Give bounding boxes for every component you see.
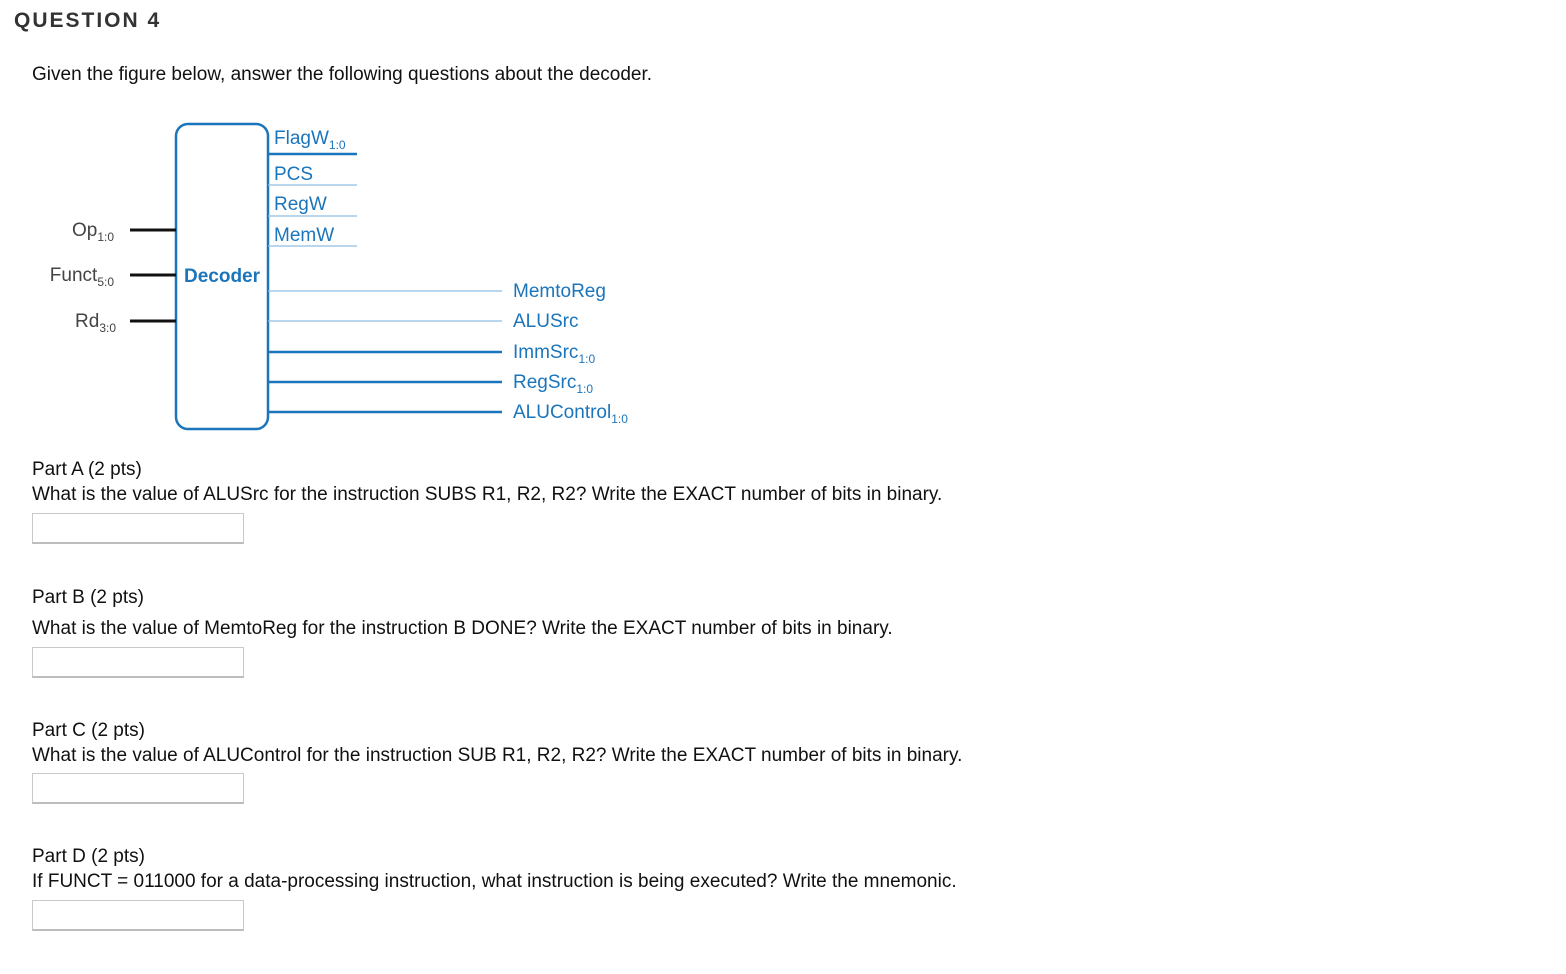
part-c-answer-input[interactable] [32,773,244,804]
part-b-answer-input[interactable] [32,647,244,678]
question-intro: Given the figure below, answer the following questions about the decoder. [32,64,653,85]
part-a-heading: Part A (2 pts) [32,459,142,480]
part-b-heading: Part B (2 pts) [32,587,144,608]
output-label-alusrc: ALUSrc [513,311,579,332]
output-label-alucontrol: ALUControl$_{1:0}$ [513,402,628,426]
question-title: QUESTION 4 [14,9,162,32]
part-d-heading: Part D (2 pts) [32,846,145,867]
input-label-funct: Funct$_{5:0}$ [49,265,114,289]
output-label-regsrc: RegSrc$_{1:0}$ [513,372,594,396]
input-label-op: $Op_{1:0}$ [71,220,114,244]
output-label-pcs: PCS [274,164,314,185]
part-a-question: What is the value of ALUSrc for the instruction SUBS R1, R2, R2? Write the EXACT number of bits in binary. [32,484,943,505]
part-a-answer-input[interactable] [32,513,244,544]
part-b-question: What is the value of MemtoReg for the instruction B DONE? Write the EXACT number of bits in binary. [32,618,893,639]
part-d-question: If FUNCT = 011000 for a data-processing instruction, what instruction is being executed? Write the mnemonic. [32,871,957,892]
input-label-rd: $Rd_{3:0}$ [75,311,116,335]
output-label-memw: MemW [274,225,335,246]
decoder-figure [0,110,700,440]
output-label-regw: RegW [274,194,327,215]
part-d-answer-input[interactable] [32,900,244,931]
part-c-heading: Part C (2 pts) [32,720,145,741]
part-c-question: What is the value of ALUControl for the instruction SUB R1, R2, R2? Write the EXACT number of bits in binary. [32,745,963,766]
output-label-immsrc: ImmSrc$_{1:0}$ [513,342,596,366]
output-label-flagw: FlagW$_{1:0}$ [274,128,346,152]
output-label-memtoreg: MemtoReg [513,281,606,302]
decoder-label: Decoder [183,266,261,287]
